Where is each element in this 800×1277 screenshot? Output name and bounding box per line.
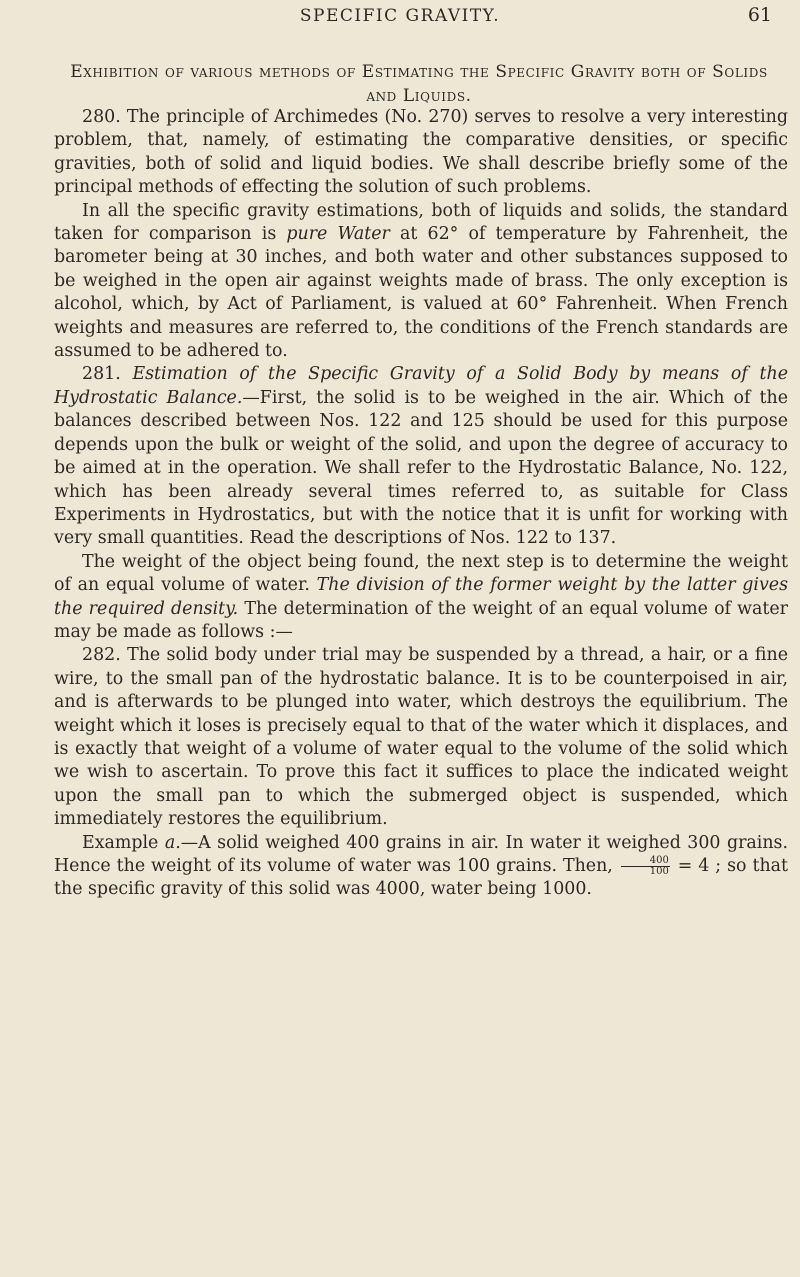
italic-run: pure Water	[286, 224, 390, 245]
text-run: Example	[82, 832, 165, 853]
fraction	[621, 856, 670, 877]
running-head-title: SPECIFIC GRAVITY.	[299, 6, 501, 26]
text-run: The weight of the object being found, the next step is to determine the weight of an equal volume of water.	[54, 551, 788, 596]
section-heading: Exhibition of various methods of Estimating the Specific Gravity both of Solids and Liquids.	[70, 62, 768, 106]
paragraph-weight	[54, 551, 788, 645]
italic-run: Estimation of the Specific Gravity of a Solid Body by means of the Hydrostatic Balance.	[54, 364, 789, 408]
fraction-denominator: 100	[649, 866, 669, 877]
paragraph-example	[54, 832, 788, 902]
paragraph-number: 281.	[82, 364, 133, 385]
fraction-numerator: 400	[621, 856, 670, 867]
running-head	[0, 4, 800, 34]
text-run: In all the specific gravity estimations, both of liquids and solids, the standard taken for comparison is	[54, 200, 788, 245]
text-run: The determination of the weight of an equal volume of water may be made as follows :—	[54, 598, 788, 642]
text-run: —A solid weighed 400 grains in air. In water it weighed 300 grains. Hence the weight of its volume of water was 100 grains. Then,	[54, 832, 788, 876]
text-run: = 4 ; so that the specific gravity of this solid was 4000, water being 1000.	[54, 856, 788, 900]
italic-run: a.	[164, 832, 181, 853]
paragraph-standard	[54, 200, 788, 364]
page-number: 61	[747, 4, 772, 26]
paragraph-281	[54, 363, 788, 550]
paragraph-282: 282. The solid body under trial may be suspended by a thread, a hair, or a fine wire, to the small pan of the hydrostatic balance. It is to be counterpoised in air, and is afterwards to be plunged into water, which destroys the equilibrium. The weight which it loses is precisely equal to that of the water which it displaces, and is exactly that weight of a volume of water equal to the volume of the solid which we wish to ascertain. To prove this fact it suffices to place the indicated weight upon the small pan to which the submerged object is suspended, which immediately restores the equilibrium.	[54, 645, 788, 830]
italic-run: The division of the former weight by the latter gives the required density.	[54, 575, 788, 619]
text-run: at 62° of temperature by Fahrenheit, the barometer being at 30 inches, and both water and other substances supposed to be weighed in the open air against weights made of brass. The only exception is alcohol, which, by Act of Parliament, is valued at 60° Fahrenheit. When French weights and measures are referred to, the conditions of the French standards are assumed to be adhered to.	[54, 224, 788, 362]
paragraph-280: 280. The principle of Archimedes (No. 270) serves to resolve a very interesting problem, that, namely, of estimating the comparative densities, or specific gravities, both of solid and liquid bodies. We shall describe briefly some of the principal methods of effecting the solution of such problems.	[54, 107, 788, 198]
text-run: —First, the solid is to be weighed in the air. Which of the balances described between Nos. 122 and 125 should be used for this purpose depends upon the bulk or weight of the solid, and upon the degree of accuracy to be aimed at in the operation. We shall refer to the Hydrostatic Balance, No. 122, which has been already several times referred to, as suitable for Class Experiments in Hydrostatics, but with the notice that it is unfit for working with very small quantities. Read the descriptions of Nos. 122 to 137.	[54, 387, 788, 549]
body-text	[54, 106, 788, 902]
